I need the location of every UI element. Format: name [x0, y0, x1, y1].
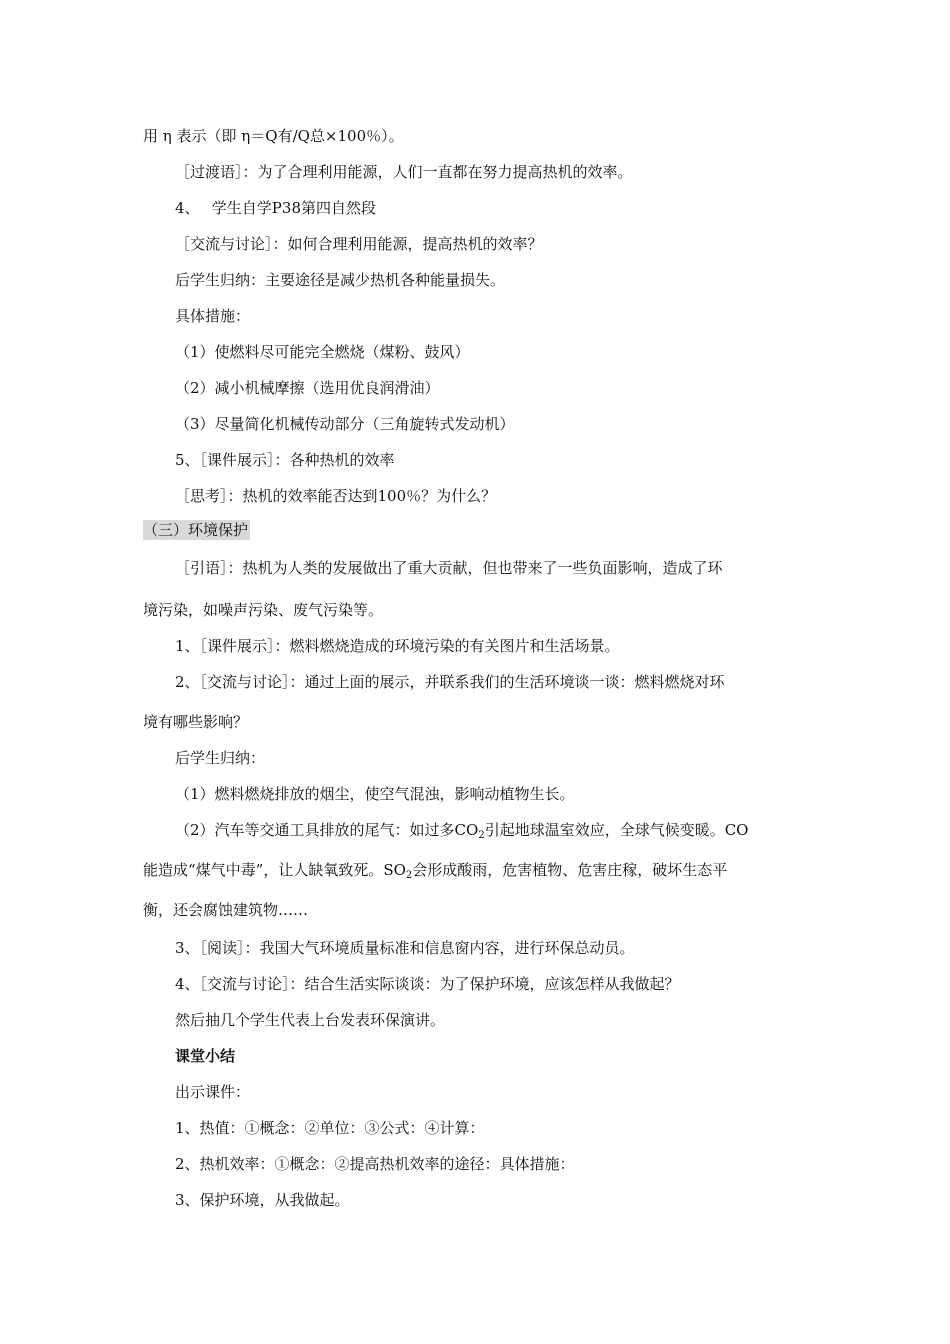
paragraph-line: 3、［阅读］：我国大气环境质量标准和信息窗内容，进行环保总动员。: [175, 939, 635, 957]
paragraph-line-so2: [143, 860, 727, 880]
list-item: 2、热机效率：①概念：②提高热机效率的途径：具体措施：: [175, 1155, 575, 1173]
list-item: （2）减小机械摩擦（选用优良润滑油）: [175, 379, 440, 397]
section-heading: （三）环境保护: [143, 521, 249, 539]
paragraph-line: 出示课件：: [175, 1083, 251, 1101]
paragraph-line: 境污染，如噪声污染、废气污染等。: [143, 601, 384, 619]
text-segment: （2）汽车等交通工具排放的尾气：如过多CO: [175, 821, 479, 839]
paragraph-line: ［交流与讨论］：如何合理利用能源，提高热机的效率？: [175, 235, 543, 253]
section-heading: 课堂小结: [175, 1047, 236, 1065]
text-segment: 能造成“煤气中毒”，让人缺氧致死。SO: [143, 861, 406, 879]
paragraph-line: 4、［交流与讨论］：结合生活实际谈谈：为了保护环境，应该怎样从我做起？: [175, 975, 680, 993]
list-item: （3）尽量简化机械传动部分（三角旋转式发动机）: [175, 415, 515, 433]
list-item: （1）使燃料尽可能完全燃烧（煤粉、鼓风）: [175, 343, 470, 361]
text-segment: 引起地球温室效应，全球气候变暖。CO: [484, 821, 749, 839]
subscript: 2: [478, 830, 485, 841]
paragraph-line: ［过渡语］：为了合理利用能源，人们一直都在努力提高热机的效率。: [175, 163, 633, 181]
list-item: 3、保护环境，从我做起。: [175, 1191, 350, 1209]
paragraph-line: 然后抽几个学生代表上台发表环保演讲。: [175, 1011, 446, 1029]
paragraph-line: 5、［课件展示］：各种热机的效率: [175, 451, 395, 469]
paragraph-line: 1、［课件展示］：燃料燃烧造成的环境污染的有关图片和生活场景。: [175, 637, 620, 655]
paragraph-line-co2: [175, 820, 748, 840]
paragraph-line: 后学生归纳：主要途径是减少热机各种能量损失。: [175, 271, 506, 289]
paragraph-line: ［思考］：热机的效率能否达到100％？为什么？: [175, 487, 497, 505]
paragraph-line: 衡，还会腐蚀建筑物……: [143, 901, 309, 919]
paragraph-line: 具体措施：: [175, 307, 251, 325]
list-item: （1）燃料燃烧排放的烟尘，使空气混浊，影响动植物生长。: [175, 785, 575, 803]
list-item: 1、热值：①概念：②单位：③公式：④计算：: [175, 1119, 485, 1137]
paragraph-line: 4、 学生自学P38第四自然段: [175, 199, 376, 217]
paragraph-line: 后学生归纳：: [175, 749, 266, 767]
text-segment: 会形成酸雨，危害植物、危害庄稼，破坏生态平: [412, 861, 728, 879]
paragraph-line: 2、［交流与讨论］：通过上面的展示，并联系我们的生活环境谈一谈：燃料燃烧对环: [175, 673, 725, 691]
paragraph-line: 境有哪些影响？: [143, 713, 249, 731]
subscript: 2: [405, 870, 413, 881]
paragraph-line: ［引语］：热机为人类的发展做出了重大贡献，但也带来了一些负面影响，造成了环: [175, 559, 723, 577]
paragraph-line: 用 η 表示（即 η＝Q有/Q总×100％）。: [143, 127, 404, 145]
